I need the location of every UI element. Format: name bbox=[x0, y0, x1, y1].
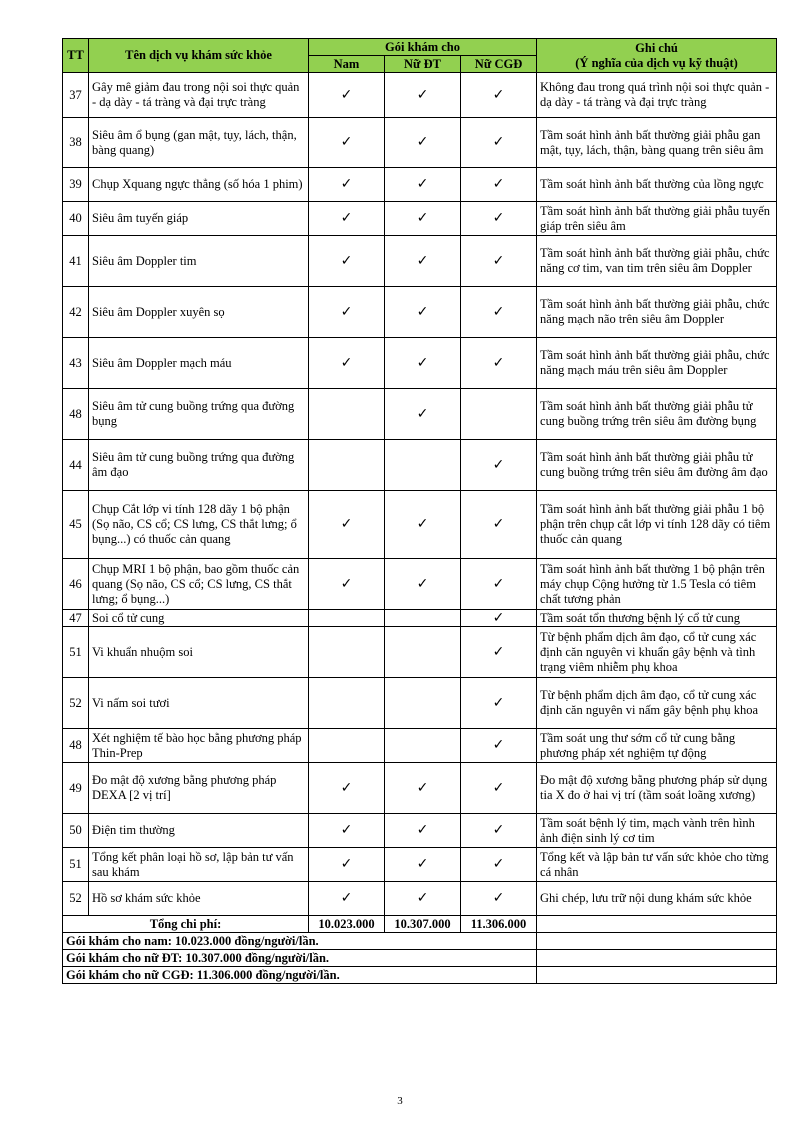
checkmark-icon: ✓ bbox=[340, 516, 353, 532]
check-nu-dt bbox=[385, 491, 461, 559]
table-row bbox=[63, 440, 777, 491]
service-name: Siêu âm Doppler tim bbox=[89, 236, 309, 287]
checkmark-icon: ✓ bbox=[416, 134, 429, 150]
check-nam bbox=[309, 440, 385, 491]
service-note: Tầm soát tổn thương bệnh lý cổ tử cung bbox=[537, 610, 777, 627]
service-note: Tầm soát ung thư sớm cổ tử cung bằng phương pháp xét nghiệm tự động bbox=[537, 729, 777, 763]
total-row bbox=[63, 916, 777, 933]
check-nu-dt bbox=[385, 610, 461, 627]
checkmark-icon: ✓ bbox=[416, 856, 429, 872]
service-name: Xét nghiệm tế bào học bằng phương pháp Thin-Prep bbox=[89, 729, 309, 763]
row-number: 38 bbox=[63, 118, 89, 168]
table-row bbox=[63, 287, 777, 338]
table-row bbox=[63, 763, 777, 814]
check-nu-cgd bbox=[461, 236, 537, 287]
service-note: Tầm soát hình ảnh bất thường giải phẫu tử cung buồng trứng trên siêu âm đường bụng bbox=[537, 389, 777, 440]
header-nu-dt: Nữ ĐT bbox=[385, 56, 461, 73]
summary-empty bbox=[537, 967, 777, 984]
checkmark-icon: ✓ bbox=[340, 134, 353, 150]
check-nu-dt bbox=[385, 814, 461, 848]
service-name: Vi nấm soi tươi bbox=[89, 678, 309, 729]
row-number: 51 bbox=[63, 627, 89, 678]
total-nam: 10.023.000 bbox=[309, 916, 385, 933]
checkmark-icon: ✓ bbox=[492, 694, 505, 711]
service-name: Siêu âm ổ bụng (gan mật, tụy, lách, thận, bàng quang) bbox=[89, 118, 309, 168]
service-note: Tổng kết và lập bản tư vấn sức khỏe cho từng cá nhân bbox=[537, 848, 777, 882]
row-number: 43 bbox=[63, 338, 89, 389]
check-nu-dt bbox=[385, 338, 461, 389]
service-name: Hồ sơ khám sức khỏe bbox=[89, 882, 309, 916]
check-nu-cgd bbox=[461, 338, 537, 389]
service-name: Đo mật độ xương bằng phương pháp DEXA [2 vị trí] bbox=[89, 763, 309, 814]
check-nam bbox=[309, 202, 385, 236]
service-note: Tầm soát hình ảnh bất thường giải phẫu, chức năng cơ tim, van tim trên siêu âm Doppler bbox=[537, 236, 777, 287]
check-nu-cgd bbox=[461, 168, 537, 202]
check-nam bbox=[309, 814, 385, 848]
checkmark-icon: ✓ bbox=[492, 176, 505, 192]
table-row bbox=[63, 814, 777, 848]
check-nu-cgd bbox=[461, 559, 537, 610]
check-nu-cgd bbox=[461, 729, 537, 763]
checkmark-icon: ✓ bbox=[340, 252, 353, 269]
row-number: 51 bbox=[63, 848, 89, 882]
table-row bbox=[63, 627, 777, 678]
check-nu-cgd bbox=[461, 491, 537, 559]
row-number: 50 bbox=[63, 814, 89, 848]
check-nu-dt bbox=[385, 389, 461, 440]
checkmark-icon: ✓ bbox=[416, 354, 429, 371]
check-nam bbox=[309, 491, 385, 559]
checkmark-icon: ✓ bbox=[340, 890, 353, 906]
service-name: Chụp Cắt lớp vi tính 128 dãy 1 bộ phận (Sọ não, CS cổ; CS lưng, CS thắt lưng; ổ bụng...) có thuốc cản quang bbox=[89, 491, 309, 559]
service-note: Tầm soát hình ảnh bất thường giải phẫu 1 bộ phận trên chụp cắt lớp vi tính 128 dãy có tiêm thuốc cản quang bbox=[537, 491, 777, 559]
check-nu-cgd bbox=[461, 848, 537, 882]
service-note: Ghi chép, lưu trữ nội dung khám sức khỏe bbox=[537, 882, 777, 916]
row-number: 42 bbox=[63, 287, 89, 338]
check-nu-cgd bbox=[461, 814, 537, 848]
check-nu-dt bbox=[385, 559, 461, 610]
header-nu-cgd: Nữ CGĐ bbox=[461, 56, 537, 73]
checkmark-icon: ✓ bbox=[340, 779, 353, 796]
check-nu-dt bbox=[385, 763, 461, 814]
header-note-title: Ghi chú bbox=[635, 40, 678, 55]
service-name: Chụp MRI 1 bộ phận, bao gồm thuốc cản quang (Sọ não, CS cổ; CS lưng, CS thắt lưng; ổ bụng...) bbox=[89, 559, 309, 610]
table-row bbox=[63, 168, 777, 202]
checkmark-icon: ✓ bbox=[416, 822, 429, 838]
checkmark-icon: ✓ bbox=[416, 86, 429, 103]
check-nu-dt bbox=[385, 168, 461, 202]
check-nam bbox=[309, 389, 385, 440]
check-nam bbox=[309, 610, 385, 627]
table-row bbox=[63, 848, 777, 882]
checkmark-icon: ✓ bbox=[416, 303, 429, 320]
check-nu-dt bbox=[385, 73, 461, 118]
check-nu-cgd bbox=[461, 627, 537, 678]
check-nu-cgd bbox=[461, 882, 537, 916]
service-note: Tầm soát hình ảnh bất thường giải phẫu tuyến giáp trên siêu âm bbox=[537, 202, 777, 236]
service-name: Vi khuẩn nhuộm soi bbox=[89, 627, 309, 678]
check-nam bbox=[309, 236, 385, 287]
row-number: 40 bbox=[63, 202, 89, 236]
service-note: Tầm soát hình ảnh bất thường giải phẫu tử cung buồng trứng trên siêu âm đường âm đạo bbox=[537, 440, 777, 491]
service-note: Từ bệnh phẩm dịch âm đạo, cổ tử cung xác định căn nguyên vi khuẩn gây bệnh và tình trạng viêm nhiễm phụ khoa bbox=[537, 627, 777, 678]
table-row bbox=[63, 678, 777, 729]
check-nam bbox=[309, 763, 385, 814]
service-name: Chụp Xquang ngực thẳng (số hóa 1 phim) bbox=[89, 168, 309, 202]
table-row bbox=[63, 118, 777, 168]
checkmark-icon: ✓ bbox=[340, 354, 353, 371]
check-nam bbox=[309, 882, 385, 916]
service-note: Tầm soát hình ảnh bất thường của lồng ngực bbox=[537, 168, 777, 202]
summary-row bbox=[63, 967, 777, 984]
check-nu-cgd bbox=[461, 73, 537, 118]
check-nu-dt bbox=[385, 236, 461, 287]
row-number: 48 bbox=[63, 389, 89, 440]
total-nu-cgd: 11.306.000 bbox=[461, 916, 537, 933]
service-name: Siêu âm tử cung buồng trứng qua đường âm đạo bbox=[89, 440, 309, 491]
service-name: Điện tim thường bbox=[89, 814, 309, 848]
checkmark-icon: ✓ bbox=[416, 516, 429, 532]
row-number: 52 bbox=[63, 882, 89, 916]
checkmark-icon: ✓ bbox=[416, 405, 429, 422]
check-nam bbox=[309, 73, 385, 118]
checkmark-icon: ✓ bbox=[492, 779, 505, 796]
row-number: 39 bbox=[63, 168, 89, 202]
total-empty bbox=[537, 916, 777, 933]
check-nam bbox=[309, 168, 385, 202]
check-nam bbox=[309, 559, 385, 610]
header-package-group: Gói khám cho bbox=[309, 39, 537, 56]
check-nu-cgd bbox=[461, 763, 537, 814]
check-nu-cgd bbox=[461, 389, 537, 440]
checkmark-icon: ✓ bbox=[340, 86, 353, 103]
checkmark-icon: ✓ bbox=[416, 575, 429, 592]
table-row bbox=[63, 338, 777, 389]
service-name: Siêu âm tuyến giáp bbox=[89, 202, 309, 236]
checkmark-icon: ✓ bbox=[416, 176, 429, 192]
row-number: 47 bbox=[63, 610, 89, 627]
table-row bbox=[63, 729, 777, 763]
summary-empty bbox=[537, 950, 777, 967]
check-nu-cgd bbox=[461, 202, 537, 236]
summary-row bbox=[63, 950, 777, 967]
check-nu-dt bbox=[385, 729, 461, 763]
summary-row bbox=[63, 933, 777, 950]
table-row bbox=[63, 491, 777, 559]
service-name: Gây mê giảm đau trong nội soi thực quản - dạ dày - tá tràng và đại trực tràng bbox=[89, 73, 309, 118]
check-nu-dt bbox=[385, 678, 461, 729]
row-number: 45 bbox=[63, 491, 89, 559]
check-nu-cgd bbox=[461, 678, 537, 729]
check-nam bbox=[309, 729, 385, 763]
summary-nu-dt: Gói khám cho nữ ĐT: 10.307.000 đồng/người/lần. bbox=[63, 950, 537, 967]
service-note: Tầm soát hình ảnh bất thường giải phẫu, chức năng mạch não trên siêu âm Doppler bbox=[537, 287, 777, 338]
service-note: Tầm soát hình ảnh bất thường giải phẫu gan mật, tụy, lách, thận, bàng quang trên siêu âm bbox=[537, 118, 777, 168]
check-nam bbox=[309, 287, 385, 338]
checkmark-icon: ✓ bbox=[492, 575, 505, 592]
check-nu-dt bbox=[385, 118, 461, 168]
check-nu-cgd bbox=[461, 610, 537, 627]
check-nu-dt bbox=[385, 882, 461, 916]
checkmark-icon: ✓ bbox=[340, 822, 353, 838]
summary-nam: Gói khám cho nam: 10.023.000 đồng/người/lần. bbox=[63, 933, 537, 950]
checkmark-icon: ✓ bbox=[492, 890, 505, 906]
table-row bbox=[63, 610, 777, 627]
checkmark-icon: ✓ bbox=[492, 822, 505, 838]
check-nu-dt bbox=[385, 627, 461, 678]
header-note bbox=[537, 39, 777, 73]
checkmark-icon: ✓ bbox=[492, 456, 505, 473]
table-row bbox=[63, 236, 777, 287]
check-nu-dt bbox=[385, 848, 461, 882]
checkmark-icon: ✓ bbox=[340, 176, 353, 192]
check-nam bbox=[309, 118, 385, 168]
row-number: 37 bbox=[63, 73, 89, 118]
check-nu-cgd bbox=[461, 440, 537, 491]
header-service: Tên dịch vụ khám sức khỏe bbox=[89, 39, 309, 73]
row-number: 49 bbox=[63, 763, 89, 814]
checkmark-icon: ✓ bbox=[340, 210, 353, 226]
header-nam: Nam bbox=[309, 56, 385, 73]
table-row bbox=[63, 73, 777, 118]
checkmark-icon: ✓ bbox=[416, 252, 429, 269]
checkmark-icon: ✓ bbox=[492, 516, 505, 532]
service-note: Tầm soát hình ảnh bất thường giải phẫu, chức năng mạch máu trên siêu âm Doppler bbox=[537, 338, 777, 389]
service-note: Đo mật độ xương bằng phương pháp sử dụng tia X đo ở hai vị trí (tầm soát loãng xương) bbox=[537, 763, 777, 814]
total-label: Tổng chi phí: bbox=[63, 916, 309, 933]
header-tt: TT bbox=[63, 39, 89, 73]
check-nam bbox=[309, 848, 385, 882]
checkmark-icon: ✓ bbox=[416, 210, 429, 226]
total-nu-dt: 10.307.000 bbox=[385, 916, 461, 933]
header-note-subtitle: (Ý nghĩa của dịch vụ kỹ thuật) bbox=[575, 55, 738, 70]
service-name: Tổng kết phân loại hồ sơ, lập bản tư vấn sau khám bbox=[89, 848, 309, 882]
check-nu-dt bbox=[385, 440, 461, 491]
checkmark-icon: ✓ bbox=[340, 303, 353, 320]
service-name: Siêu âm tử cung buồng trứng qua đường bụng bbox=[89, 389, 309, 440]
service-note: Tầm soát bệnh lý tim, mạch vành trên hình ảnh điện sinh lý cơ tim bbox=[537, 814, 777, 848]
check-nam bbox=[309, 678, 385, 729]
service-note: Tầm soát hình ảnh bất thường 1 bộ phận trên máy chụp Cộng hưởng từ 1.5 Tesla có tiêm chất tương phản bbox=[537, 559, 777, 610]
service-table bbox=[62, 38, 777, 984]
checkmark-icon: ✓ bbox=[492, 856, 505, 872]
row-number: 41 bbox=[63, 236, 89, 287]
checkmark-icon: ✓ bbox=[492, 643, 505, 660]
checkmark-icon: ✓ bbox=[416, 779, 429, 796]
check-nam bbox=[309, 338, 385, 389]
service-name: Siêu âm Doppler xuyên sọ bbox=[89, 287, 309, 338]
service-note: Không đau trong quá trình nội soi thực quản - dạ dày - tá tràng và đại trực tràng bbox=[537, 73, 777, 118]
service-name: Siêu âm Doppler mạch máu bbox=[89, 338, 309, 389]
table-body bbox=[63, 73, 777, 916]
summary-nu-cgd: Gói khám cho nữ CGĐ: 11.306.000 đồng/người/lần. bbox=[63, 967, 537, 984]
row-number: 44 bbox=[63, 440, 89, 491]
checkmark-icon: ✓ bbox=[340, 575, 353, 592]
checkmark-icon: ✓ bbox=[492, 210, 505, 226]
table-row bbox=[63, 202, 777, 236]
row-number: 48 bbox=[63, 729, 89, 763]
table-row bbox=[63, 389, 777, 440]
service-note: Từ bệnh phẩm dịch âm đạo, cổ tử cung xác định căn nguyên vi nấm gây bệnh phụ khoa bbox=[537, 678, 777, 729]
checkmark-icon: ✓ bbox=[492, 609, 505, 626]
check-nu-dt bbox=[385, 202, 461, 236]
table-row bbox=[63, 882, 777, 916]
checkmark-icon: ✓ bbox=[492, 86, 505, 103]
row-number: 46 bbox=[63, 559, 89, 610]
check-nu-dt bbox=[385, 287, 461, 338]
checkmark-icon: ✓ bbox=[416, 890, 429, 906]
page-number: 3 bbox=[397, 1095, 403, 1107]
checkmark-icon: ✓ bbox=[492, 134, 505, 150]
check-nu-cgd bbox=[461, 118, 537, 168]
checkmark-icon: ✓ bbox=[492, 252, 505, 269]
checkmark-icon: ✓ bbox=[492, 737, 505, 753]
table-row bbox=[63, 559, 777, 610]
checkmark-icon: ✓ bbox=[340, 856, 353, 872]
row-number: 52 bbox=[63, 678, 89, 729]
check-nu-cgd bbox=[461, 287, 537, 338]
checkmark-icon: ✓ bbox=[492, 303, 505, 320]
check-nam bbox=[309, 627, 385, 678]
checkmark-icon: ✓ bbox=[492, 354, 505, 371]
service-name: Soi cổ tử cung bbox=[89, 610, 309, 627]
summary-empty bbox=[537, 933, 777, 950]
